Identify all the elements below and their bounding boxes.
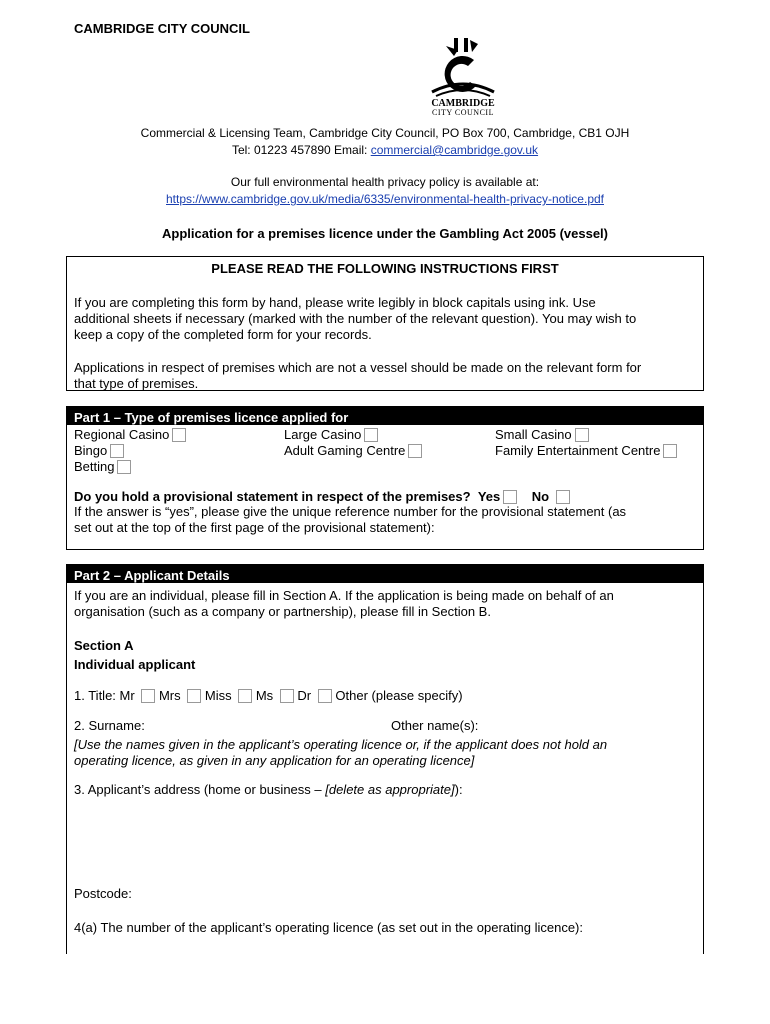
part2-intro-line-2: organisation (such as a company or partnership), please fill in Section B. — [74, 604, 491, 619]
address-label-end: ): — [454, 782, 463, 797]
privacy-url-link[interactable]: https://www.cambridge.gov.uk/media/6335/environmental-health-privacy-notice.pdf — [166, 192, 604, 206]
logo-text-top: CAMBRIDGE — [431, 98, 495, 109]
privacy-url-line — [0, 192, 770, 206]
part2-box — [66, 564, 704, 954]
large-casino-checkbox[interactable] — [364, 428, 378, 442]
council-name: CAMBRIDGE CITY COUNCIL — [74, 21, 250, 36]
part2-heading: Part 2 – Applicant Details — [67, 565, 703, 583]
contact-line — [0, 143, 770, 157]
instructions-box — [66, 256, 704, 391]
title-mrs-checkbox[interactable] — [187, 689, 201, 703]
adult-gaming-centre-checkbox[interactable] — [408, 444, 422, 458]
surname-label: 2. Surname: — [74, 718, 145, 733]
provisional-yes-checkbox[interactable] — [503, 490, 517, 504]
provisional-no-checkbox[interactable] — [556, 490, 570, 504]
instructions-heading: PLEASE READ THE FOLLOWING INSTRUCTIONS FIRST — [211, 261, 559, 276]
instructions-para-2 — [74, 360, 698, 392]
option-label: Betting — [74, 459, 115, 474]
option-label: Adult Gaming Centre — [284, 443, 406, 458]
logo-text-bottom: CITY COUNCIL — [432, 108, 494, 117]
title-dr-checkbox[interactable] — [318, 689, 332, 703]
address-label: 3. Applicant’s address (home or business – — [74, 782, 326, 797]
title-row — [74, 688, 463, 704]
ms-label: Ms — [255, 688, 274, 703]
provisional-question: Do you hold a provisional statement in respect of the premises? — [74, 489, 471, 504]
part2-intro-line-1: If you are an individual, please fill in Section A. If the application is being made on behalf of an — [74, 588, 614, 603]
option-label: Large Casino — [284, 427, 362, 442]
other-label: Other (please specify) — [335, 688, 463, 703]
provisional-answer-line-2: set out at the top of the first page of the provisional statement): — [74, 520, 435, 535]
option-label: Small Casino — [495, 427, 572, 442]
tel-label: Tel: 01223 457890 Email: — [231, 143, 371, 157]
instructions-para-1 — [74, 295, 698, 343]
small-casino-checkbox[interactable] — [575, 428, 589, 442]
option-small-casino — [495, 427, 589, 443]
provisional-answer-line-1: If the answer is “yes”, please give the unique reference number for the provisional statement (as — [74, 504, 627, 519]
title-ms-checkbox[interactable] — [280, 689, 294, 703]
option-label: Regional Casino — [74, 427, 170, 442]
address-label-row — [74, 782, 463, 798]
names-note-line-1: [Use the names given in the applicant’s operating licence or, if the applicant does not hold an — [74, 737, 608, 752]
title-label: 1. Title: Mr — [74, 688, 135, 703]
team-address: Commercial & Licensing Team, Cambridge City Council, PO Box 700, Cambridge, CB1 OJH — [140, 126, 630, 140]
other-names-label: Other name(s): — [391, 718, 479, 733]
option-label: Family Entertainment Centre — [495, 443, 661, 458]
text-line: that type of premises. — [74, 376, 199, 391]
text-line: If you are completing this form by hand, please write legibly in block capitals using ink. Use — [74, 295, 596, 310]
option-large-casino — [284, 427, 378, 443]
text-line: keep a copy of the completed form for your records. — [74, 327, 372, 342]
option-adult-gaming-centre — [284, 443, 422, 459]
individual-applicant-heading: Individual applicant — [74, 657, 196, 672]
part1-heading: Part 1 – Type of premises licence applied for — [67, 407, 703, 425]
part1-box — [66, 406, 704, 550]
option-bingo — [74, 443, 124, 459]
title-miss-checkbox[interactable] — [238, 689, 252, 703]
email-link[interactable]: commercial@cambridge.gov.uk — [370, 143, 539, 157]
family-entertainment-centre-checkbox[interactable] — [663, 444, 677, 458]
text-line: Applications in respect of premises which are not a vessel should be made on the relevant form for — [74, 360, 642, 375]
crest-icon — [424, 36, 502, 98]
mrs-label: Mrs — [158, 688, 181, 703]
provisional-question-row — [74, 489, 570, 505]
regional-casino-checkbox[interactable] — [172, 428, 186, 442]
option-regional-casino — [74, 427, 186, 443]
option-label: Bingo — [74, 443, 108, 458]
form-title: Application for a premises licence under the Gambling Act 2005 (vessel) — [162, 226, 608, 241]
betting-checkbox[interactable] — [117, 460, 131, 474]
text-line: additional sheets if necessary (marked with the number of the relevant question). You may wish to — [74, 311, 637, 326]
miss-label: Miss — [204, 688, 232, 703]
bingo-checkbox[interactable] — [110, 444, 124, 458]
yes-label: Yes — [477, 489, 501, 504]
privacy-line: Our full environmental health privacy policy is available at: — [230, 175, 540, 189]
section-a-heading: Section A — [74, 638, 134, 653]
licence-number-label: 4(a) The number of the applicant’s operating licence (as set out in the operating licence): — [74, 920, 583, 935]
dr-label: Dr — [297, 688, 312, 703]
names-note-line-2: operating licence, as given in any application for an operating licence] — [74, 753, 475, 768]
option-betting — [74, 459, 131, 475]
title-mr-checkbox[interactable] — [141, 689, 155, 703]
no-label: No — [531, 489, 550, 504]
council-logo — [424, 36, 502, 118]
address-delete-note: [delete as appropriate] — [325, 782, 455, 797]
postcode-label: Postcode: — [74, 886, 132, 901]
option-family-entertainment-centre — [495, 443, 677, 459]
